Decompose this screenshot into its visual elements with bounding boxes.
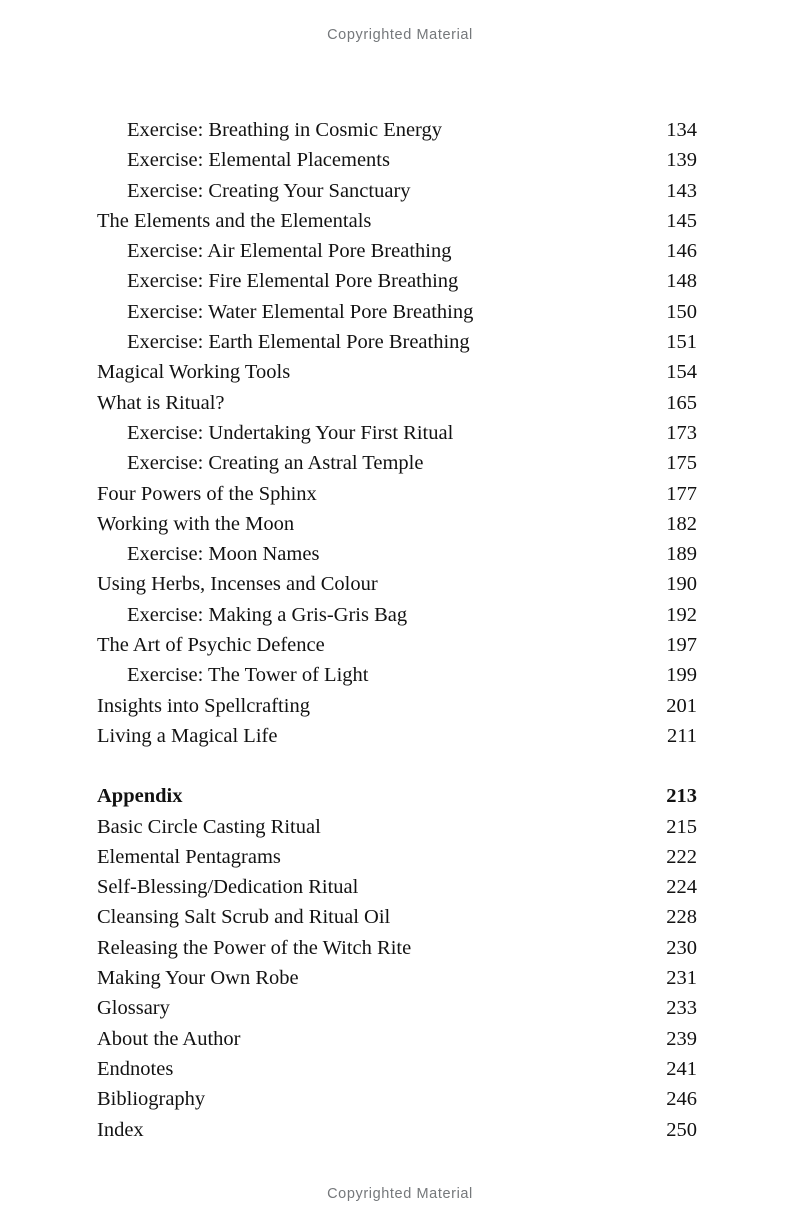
toc-entry-page-number: 222 [666,845,697,868]
toc-entry[interactable] [97,236,697,266]
toc-entry-title: Endnotes [97,1057,174,1080]
toc-entry-page-number: 148 [666,270,697,293]
toc-entry-page-number: 211 [667,724,697,747]
toc-entry-page-number: 231 [666,967,697,990]
toc-entry[interactable] [97,266,697,296]
toc-entry-page-number: 233 [666,997,697,1020]
toc-entry-title: Living a Magical Life [97,724,278,747]
toc-entry[interactable] [97,872,697,902]
footer-watermark: Copyrighted Material [327,1186,473,1202]
toc-entry-title: What is Ritual? [97,391,225,414]
toc-entry-page-number: 228 [666,906,697,929]
toc-entry-title: Exercise: Undertaking Your First Ritual [127,421,454,444]
toc-entry-title: Cleansing Salt Scrub and Ritual Oil [97,906,391,929]
header-watermark: Copyrighted Material [327,27,473,43]
toc-entry[interactable] [97,1024,697,1054]
toc-entry-page-number: 134 [666,119,697,141]
toc-entry-title: Glossary [97,997,170,1020]
toc-entry-page-number: 146 [666,240,697,263]
table-of-contents [97,115,697,1145]
toc-entry-page-number: 230 [666,936,697,959]
toc-entry-title: Appendix [97,785,183,808]
toc-entry-title: Using Herbs, Incenses and Colour [97,573,378,596]
toc-entry-page-number: 165 [666,391,697,414]
toc-entry-title: Index [97,1118,144,1141]
toc-entry[interactable] [97,539,697,569]
toc-entry-title: Exercise: Moon Names [127,543,320,566]
toc-entry[interactable] [97,963,697,993]
toc-entry-page-number: 192 [666,603,697,626]
toc-entry-title: Self-Blessing/Dedication Ritual [97,876,359,899]
toc-entry[interactable] [97,388,697,418]
toc-entry[interactable] [97,1084,697,1114]
toc-entry[interactable] [97,327,697,357]
toc-entry[interactable] [97,660,697,690]
toc-entry[interactable] [97,479,697,509]
toc-entry-page-number: 197 [666,634,697,657]
toc-entry-title: Exercise: The Tower of Light [127,664,369,687]
toc-entry-title: Exercise: Air Elemental Pore Breathing [127,240,452,263]
toc-entry[interactable] [97,297,697,327]
toc-entry[interactable] [97,842,697,872]
toc-entry-page-number: 190 [666,573,697,596]
toc-entry-title: Basic Circle Casting Ritual [97,815,321,838]
toc-entry[interactable] [97,145,697,175]
toc-entry[interactable] [97,357,697,387]
toc-entry-title: Exercise: Elemental Placements [127,149,390,172]
toc-entry[interactable] [97,933,697,963]
toc-entry-page-number: 246 [666,1088,697,1111]
toc-entry-page-number: 189 [666,543,697,566]
toc-entry-title: Bibliography [97,1088,206,1111]
toc-entry[interactable] [97,569,697,599]
toc-entry[interactable] [97,448,697,478]
toc-entry-page-number: 250 [666,1118,697,1141]
toc-entry-title: Insights into Spellcrafting [97,694,310,717]
toc-entry[interactable] [97,812,697,842]
toc-entry[interactable] [97,630,697,660]
toc-entry-page-number: 175 [666,452,697,475]
toc-entry-title: Making Your Own Robe [97,967,299,990]
toc-entry-page-number: 224 [666,876,697,899]
toc-entry-page-number: 215 [666,815,697,838]
toc-entry[interactable] [97,1054,697,1084]
toc-entry-page-number: 177 [666,482,697,505]
toc-entry[interactable] [97,993,697,1023]
toc-entry[interactable] [97,418,697,448]
toc-entry-title: Working with the Moon [97,512,295,535]
toc-entry-page-number: 143 [666,179,697,202]
toc-entry-page-number: 151 [666,331,697,354]
toc-entry-page-number: 154 [666,361,697,384]
toc-entry-page-number: 139 [666,149,697,172]
toc-entry[interactable] [97,206,697,236]
toc-entry[interactable] [97,721,697,751]
toc-entry-title: The Art of Psychic Defence [97,634,325,657]
toc-entry[interactable] [97,781,697,811]
toc-entry-title: Exercise: Earth Elemental Pore Breathing [127,331,470,354]
toc-group-main-continued [97,115,697,751]
toc-entry-title: About the Author [97,1027,241,1050]
toc-entry-title: Exercise: Fire Elemental Pore Breathing [127,270,459,293]
toc-entry-title: Magical Working Tools [97,361,291,384]
toc-entry[interactable] [97,115,697,145]
toc-entry-title: Exercise: Breathing in Cosmic Energy [127,119,443,141]
toc-entry-title: Four Powers of the Sphinx [97,482,317,505]
toc-entry-page-number: 150 [666,300,697,323]
toc-entry[interactable] [97,509,697,539]
toc-entry-title: Exercise: Making a Gris-Gris Bag [127,603,408,626]
toc-entry[interactable] [97,1115,697,1145]
toc-group-appendix [97,781,697,1145]
toc-entry-page-number: 201 [666,694,697,717]
toc-entry-page-number: 199 [666,664,697,687]
toc-entry-title: The Elements and the Elementals [97,209,372,232]
toc-entry-title: Exercise: Water Elemental Pore Breathing [127,300,474,323]
toc-entry-page-number: 173 [666,421,697,444]
toc-entry-page-number: 241 [666,1057,697,1080]
toc-entry-title: Exercise: Creating an Astral Temple [127,452,424,475]
toc-entry-title: Elemental Pentagrams [97,845,281,868]
toc-entry-page-number: 239 [666,1027,697,1050]
toc-entry[interactable] [97,176,697,206]
toc-entry-page-number: 213 [666,785,697,808]
toc-entry-page-number: 145 [666,209,697,232]
toc-entry[interactable] [97,691,697,721]
toc-entry[interactable] [97,600,697,630]
toc-entry-page-number: 182 [666,512,697,535]
toc-entry-title: Releasing the Power of the Witch Rite [97,936,412,959]
toc-entry[interactable] [97,902,697,932]
toc-entry-title: Exercise: Creating Your Sanctuary [127,179,411,202]
